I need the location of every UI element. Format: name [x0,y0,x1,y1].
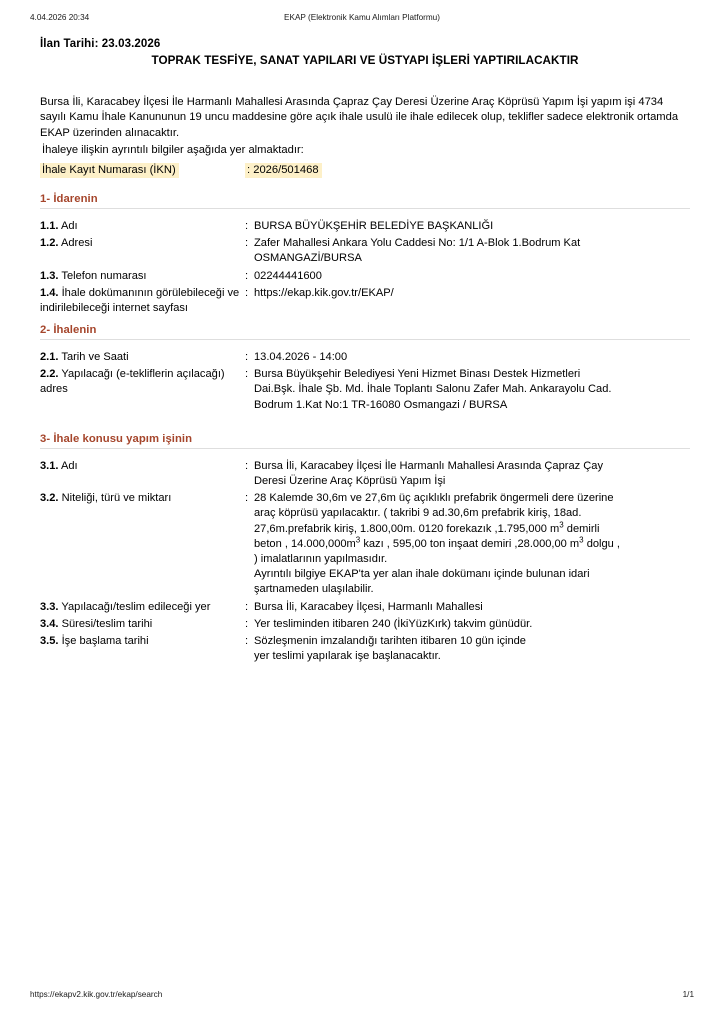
section-1-heading: 1- İdarenin [40,193,690,209]
print-timestamp: 4.04.2026 20:34 [30,13,90,22]
value-text: dolgu , [583,537,621,550]
colon-separator: : [245,617,249,630]
value-line: Bodrum 1.Kat No:1 TR-16080 Osmangazi / BURSA [254,398,508,411]
field-label-text: Telefon numarası [58,269,147,282]
colon-separator: : [245,459,249,472]
field-label-text: İşe başlama tarihi [58,635,149,648]
intro-paragraph: Bursa İli, Karacabey İlçesi İle Harmanlı Mahallesi Arasında Çapraz Çay Deresi Üzerine Araç Köprüsü Yapım İşi yapım işi 4734 sayılı Kamu İhale Kanununun 19 uncu maddesine göre açık ihale usulü ile ihale edilecek olup, teklifler sadece elektronik ortamda EKAP üzerinden alınacaktır. [40,95,679,139]
value-line: Yer tesliminden itibaren 240 (İkiYüzKırk) takvim günüdür. [254,617,533,630]
intro-paragraph-secondary: İhaleye ilişkin ayrıntılı bilgiler aşağıda yer almaktadır: [42,144,304,157]
value-line: Ayrıntılı bilgiye EKAP'ta yer alan ihale dokümanı içinde bulunan idari [254,568,590,581]
field-number: 2.2. [40,368,59,381]
field-number: 1.2. [40,237,59,250]
ikn-value [245,163,322,178]
page-title: TOPRAK TESFİYE, SANAT YAPILARI VE ÜSTYAPI İŞLERİ YAPTIRILACAKTIR [151,54,579,67]
value-line: araç köprüsü yapılacaktır. ( takribi 9 ad.30,6m prefabrik kiriş, 18ad. [254,507,582,520]
value-line: yer teslimi yapılarak işe başlanacaktır. [254,650,441,663]
document-body [40,38,690,666]
field-value [245,236,690,266]
value-line: Bursa Büyükşehir Belediyesi Yeni Hizmet Binası Destek Hizmetleri [254,368,581,381]
field-1-1-adi [40,219,690,234]
field-label [40,286,245,316]
field-number: 1.1. [40,220,59,232]
field-label [40,491,245,506]
field-2-2-adres [40,367,690,413]
value-line: Deresi Üzerine Araç Köprüsü Yapım İşi [254,475,446,488]
ihale-kayit-numarasi-row [40,163,690,179]
field-label [40,600,245,615]
field-number: 3.4. [40,617,59,630]
section-spacer [40,415,690,433]
colon-separator: : [245,286,249,299]
value-line: OSMANGAZİ/BURSA [254,252,362,265]
value-line [254,519,690,537]
field-label [40,236,245,251]
field-label [40,367,245,397]
section-ihale-konusu [40,433,690,665]
value-text: beton , 14.000,000m [254,537,356,550]
field-value [245,459,690,489]
field-label-text: Adı [58,220,78,232]
colon-separator: : [245,635,249,648]
section-2-heading: 2- İhalenin [40,324,690,340]
ikn-label [40,163,179,178]
footer-source-url: https://ekapv2.kik.gov.tr/ekap/search [30,990,163,999]
field-3-5-baslama-tarihi [40,634,690,664]
field-label [40,459,245,474]
field-number: 3.1. [40,459,59,472]
value-line: Bursa İli, Karacabey İlçesi, Harmanlı Mahallesi [254,600,483,613]
section-3-heading: 3- İhale konusu yapım işinin [40,433,690,449]
colon-separator: : [245,600,249,613]
value-line: 28 Kalemde 30,6m ve 27,6m üç açıklıklı prefabrik öngermeli dere üzerine [254,492,614,505]
cubic-meter-superscript: 3 [579,535,584,545]
field-label-text: İhale dokümanının görülebileceği ve indirilebileceği internet sayfası [40,286,240,315]
field-label [40,634,245,649]
field-value [245,269,690,284]
field-label-text: Süresi/teslim tarihi [58,617,153,630]
field-number: 1.3. [40,269,59,282]
field-label [40,219,245,234]
colon-separator: : [245,351,249,364]
field-2-1-tarih-saat [40,350,690,365]
field-value [245,634,690,664]
field-3-2-nitelik-tur-miktar [40,491,690,597]
value-line: 13.04.2026 - 14:00 [254,351,348,364]
section-ihalenin [40,324,690,413]
colon-separator: : [245,492,249,505]
print-footer [30,990,694,1002]
colon-separator: : [245,220,249,232]
field-label-text: Adı [58,459,78,472]
field-value [245,617,690,632]
value-text: demirli [563,522,600,535]
value-line: Dai.Bşk. İhale Şb. Md. İhale Toplantı Salonu Zafer Mah. Ankarayolu Cad. [254,383,612,396]
field-number: 3.5. [40,635,59,648]
field-label-text: Yapılacağı (e-tekliflerin açılacağı) adres [40,368,225,396]
print-platform-name: EKAP (Elektronik Kamu Alımları Platformu) [284,13,440,22]
value-text: kazı , 595,00 ton inşaat demiri ,28.000,00 m [360,537,580,550]
ikn-label-highlight: İhale Kayıt Numarası (İKN) [40,163,179,178]
print-header [30,13,694,25]
cubic-meter-superscript: 3 [559,519,564,529]
field-label-text: Tarih ve Saati [58,351,129,364]
field-1-2-adresi [40,236,690,266]
field-label [40,350,245,365]
field-number: 3.2. [40,492,59,505]
field-value [245,367,690,413]
field-3-1-adi [40,459,690,489]
field-value [245,491,690,597]
field-label-text: Niteliği, türü ve miktarı [58,492,172,505]
colon-separator: : [245,269,249,282]
value-line: Sözleşmenin imzalandığı tarihten itibaren 10 gün içinde [254,635,526,648]
field-1-4-dokuman-sayfasi [40,286,690,315]
value-line: Bursa İli, Karacabey İlçesi İle Harmanlı Mahallesi Arasında Çapraz Çay [254,459,603,472]
colon-separator: : [245,368,249,381]
footer-page-number: 1/1 [682,990,694,999]
field-label [40,617,245,632]
field-value [245,350,690,365]
value-line: Zafer Mahallesi Ankara Yolu Caddesi No: 1/1 A-Blok 1.Bodrum Kat [254,237,581,250]
value-line: şartnameden ulaşılabilir. [254,583,374,596]
field-number: 2.1. [40,351,59,364]
publish-date: İlan Tarihi: 23.03.2026 [40,38,161,50]
value-text: 27,6m.prefabrik kiriş, 1.800,00m. 0120 forekazık ,1.795,000 m [254,522,560,535]
field-label-text: Yapılacağı/teslim edileceği yer [58,600,211,613]
field-number: 1.4. [40,286,59,299]
cubic-meter-superscript: 3 [355,535,361,545]
ekap-document-url[interactable]: https://ekap.kik.gov.tr/EKAP/ [254,286,394,299]
section-idarenin [40,193,690,315]
field-label-text: Adresi [58,237,93,250]
value-line: ) imalatlarının yapılmasıdır. [254,553,388,566]
field-number: 3.3. [40,600,59,613]
value-line: 02244441600 [254,269,322,282]
field-3-3-teslim-yeri [40,600,690,615]
field-value [245,219,690,234]
field-value [245,600,690,615]
field-3-4-suresi [40,617,690,632]
field-label [40,269,245,284]
value-line: BURSA BÜYÜKŞEHİR BELEDİYE BAŞKANLIĞI [254,220,494,232]
field-value [245,286,690,301]
value-line [254,537,690,552]
field-1-3-telefon [40,269,690,284]
ikn-value-highlight: : 2026/501468 [245,163,322,178]
colon-separator: : [245,237,249,250]
